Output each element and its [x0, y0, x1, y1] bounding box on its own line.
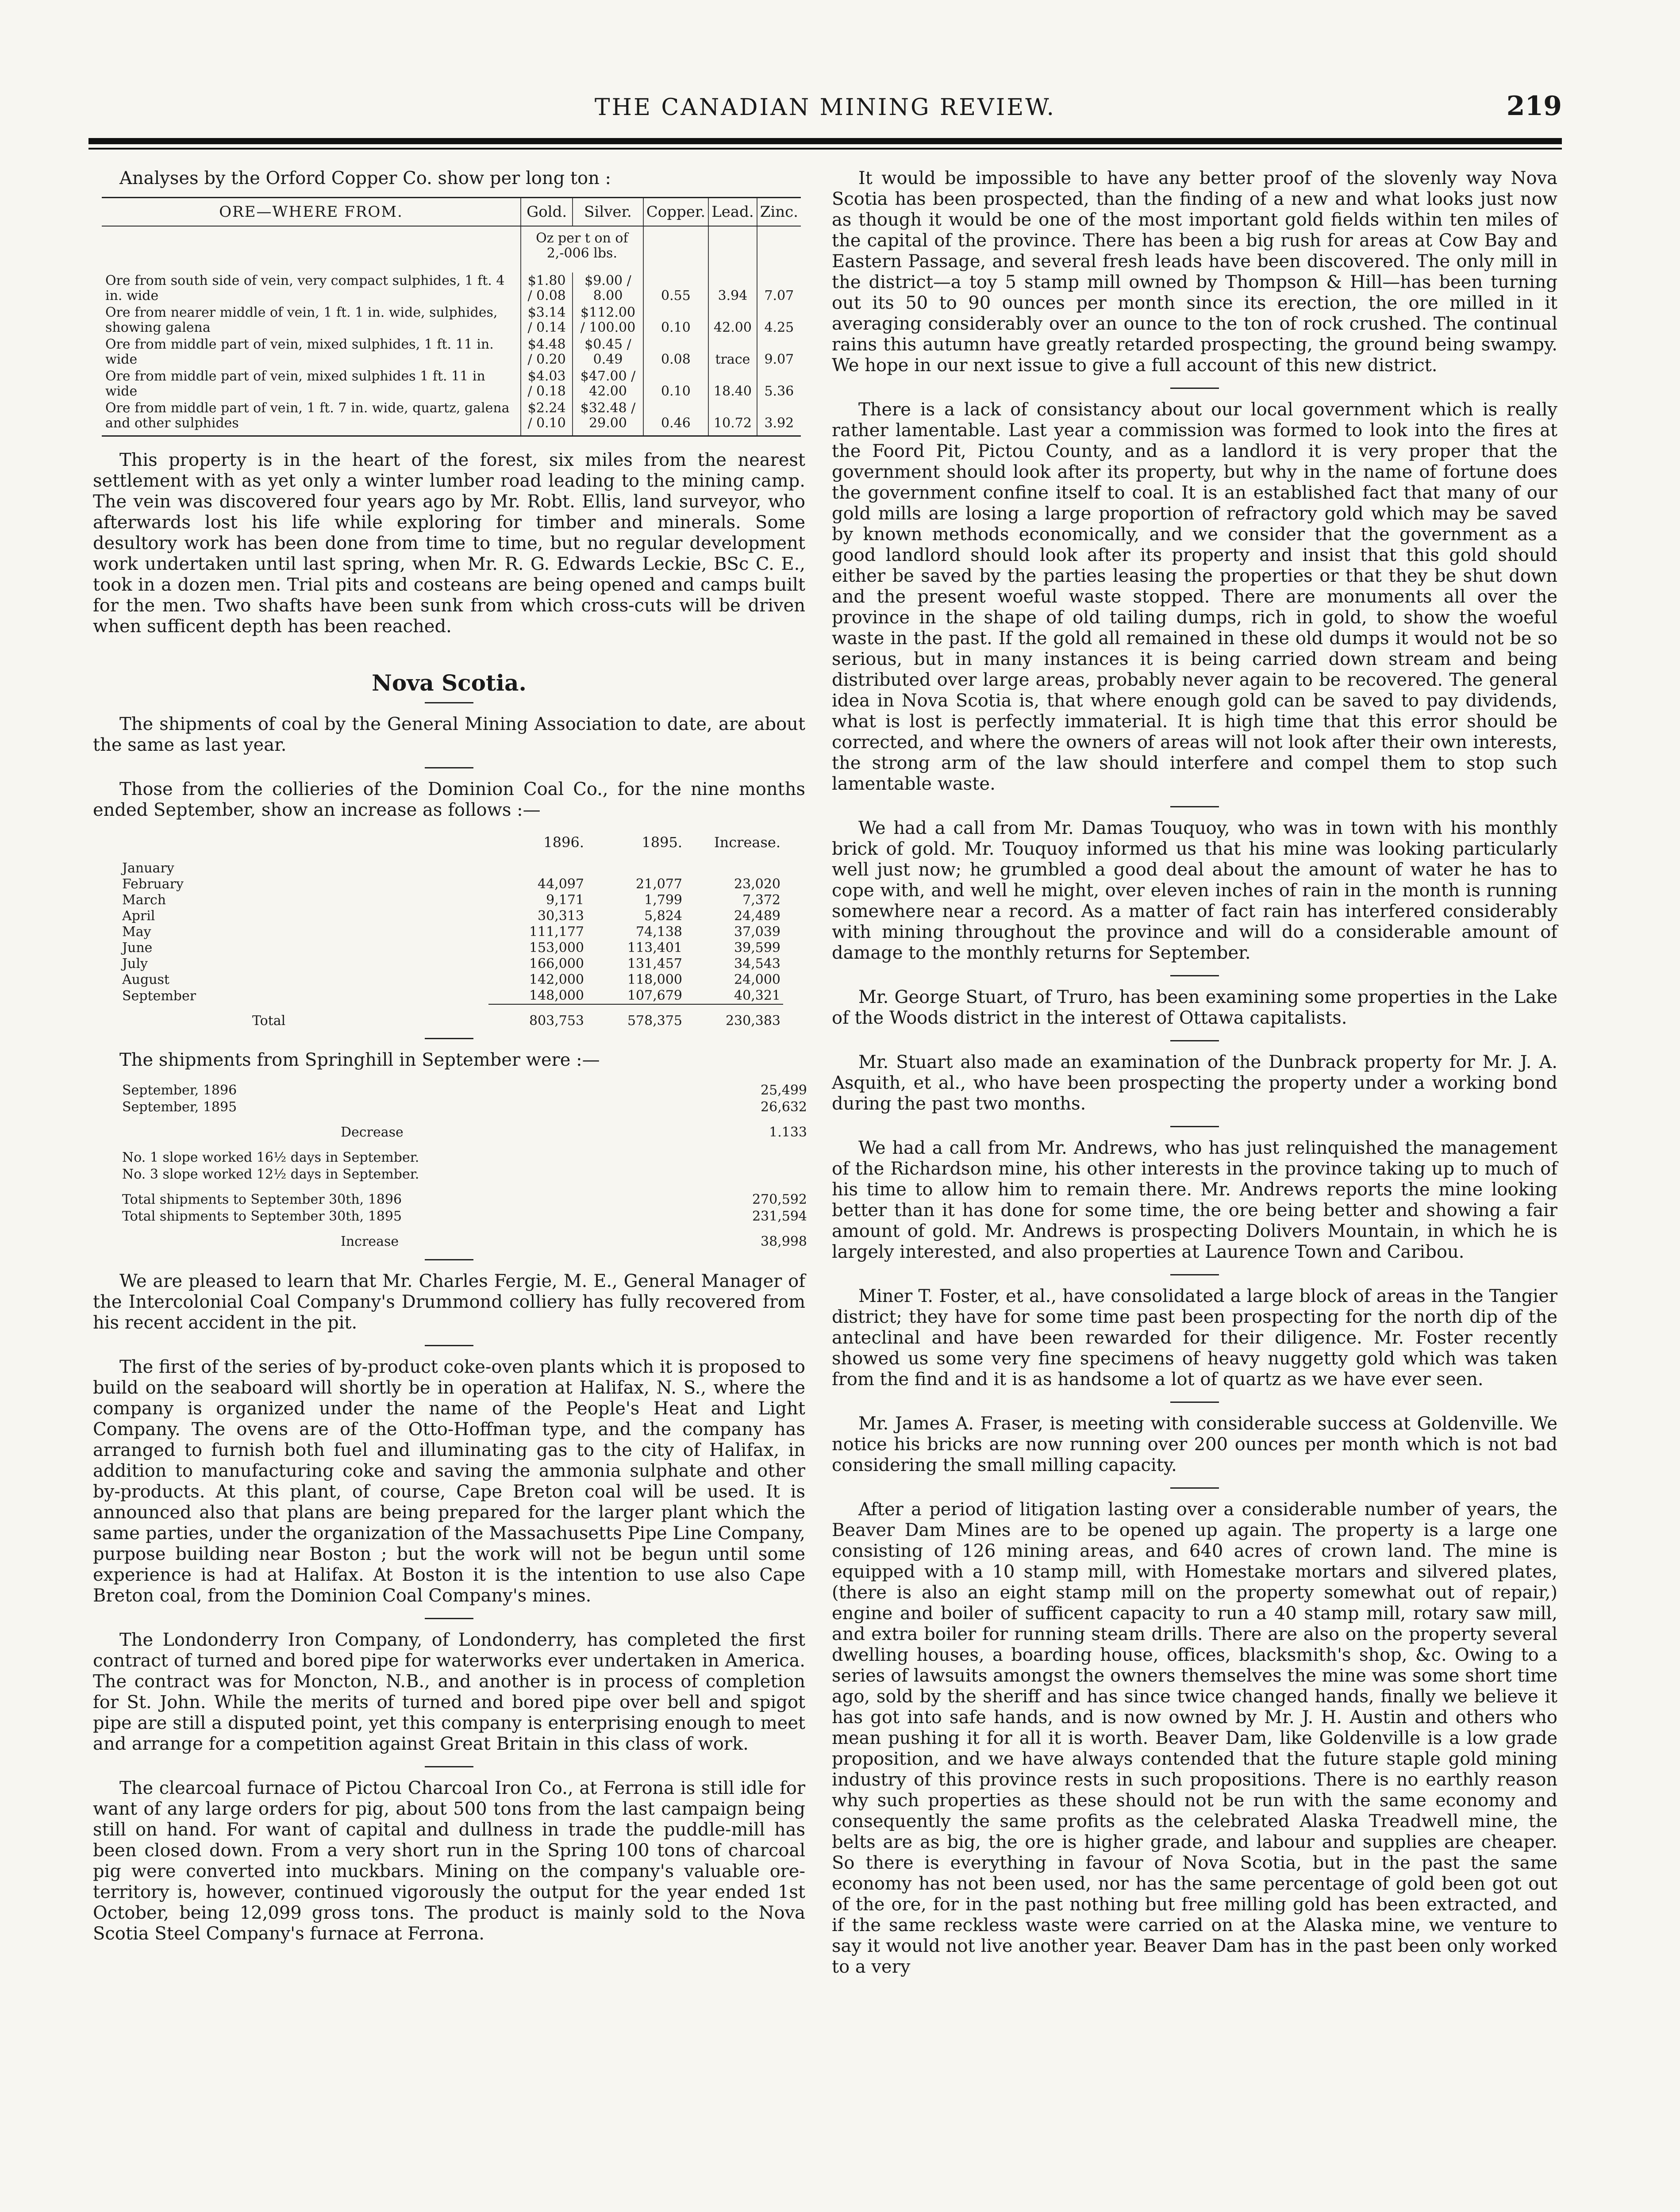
col-header: Lead.	[708, 198, 757, 227]
left-column	[93, 168, 805, 1956]
table-row: August 142,000 118,000 24,000	[122, 972, 780, 987]
table-row: April 30,313 5,824 24,489	[122, 908, 780, 924]
divider	[425, 1766, 473, 1767]
table-row: No. 1 slope worked 16½ days in September.	[122, 1150, 419, 1165]
col-header: Copper.	[643, 198, 708, 227]
paragraph: Mr. Stuart also made an examination of the Dunbrack property for Mr. J. A. Asquith, et al., who have been prospecting the property under a working bond during the past two months.	[832, 1052, 1557, 1114]
table-row: Ore from middle part of vein, mixed sulphides 1 ft. 11 in wide $4.03 / 0.18 $47.00 / 42.00 0.10 18.40 5.36	[102, 368, 801, 400]
col-header: ORE—WHERE FROM.	[102, 198, 521, 227]
table-row: No. 3 slope worked 12½ days in September.	[122, 1167, 419, 1182]
divider	[425, 1618, 473, 1619]
paragraph: The shipments from Springhill in September were :—	[119, 1050, 600, 1070]
divider	[1170, 1040, 1219, 1041]
divider	[1170, 1402, 1219, 1403]
section-title: Nova Scotia.	[372, 670, 527, 696]
divider	[1170, 975, 1219, 976]
table-row: Total shipments to September 30th, 1896 270,592	[122, 1192, 807, 1207]
table-row: March 9,171 1,799 7,372	[122, 892, 780, 908]
divider	[1170, 806, 1219, 807]
table-row: Total shipments to September 30th, 1895 231,594	[122, 1209, 807, 1224]
divider	[1170, 1126, 1219, 1127]
col-header: Zinc.	[757, 198, 801, 227]
table-row: September 148,000 107,679 40,321	[122, 988, 780, 1004]
divider	[425, 1345, 473, 1346]
divider	[1170, 1274, 1219, 1275]
paragraph: The clearcoal furnace of Pictou Charcoal Iron Co., at Ferrona is still idle for want of any large orders for pig, about 500 tons from the last campaign being still on hand. For want of capital and dullness in trade the puddle-mill has been closed down. From a very short run in the Spring 100 tons of charcoal pig were converted into muckbars. Mining on the company's valuable ore-territory is, however, continued vigorously the output for the year ended 1st October, being 12,099 gross tons. The product is mainly sold to the Nova Scotia Steel Company's furnace at Ferrona.	[93, 1778, 805, 1944]
table-row: May 111,177 74,138 37,039	[122, 924, 780, 940]
table-row: Ore from middle part of vein, mixed sulphides, 1 ft. 11 in. wide $4.48 / 0.20 $0.45 / 0.49 0.08 trace 9.07	[102, 336, 801, 368]
paragraph: We had a call from Mr. Andrews, who has just relinquished the management of the Richardson mine, his other interests in the province taking up to much of his time to allow him to remain there. Mr. Andrews reports the mine looking better than it has done for some time, the ore being better and showing a fair amount of gold. Mr. Andrews is prospecting Dolivers Mountain, in which he is largely interested, and also properties at Laurence Town and Caribou.	[832, 1138, 1557, 1262]
divider	[1170, 388, 1219, 389]
right-column	[832, 168, 1557, 1989]
table-row: June 153,000 113,401 39,599	[122, 940, 780, 956]
table-row: September, 1896 25,499	[122, 1083, 807, 1098]
col-header: Silver.	[573, 198, 643, 227]
paragraph: The Londonderry Iron Company, of Londonderry, has completed the first contract of turned and bored pipe for waterworks ever undertaken in America. The contract was for Moncton, N.B., and another is in process of completion for St. John. While the merits of turned and bored pipe over bell and spigot pipe are still a disputed point, yet this company is enterprising enough to meet and arrange for a competition against Great Britain in this class of work.	[93, 1630, 805, 1754]
paragraph: Miner T. Foster, et al., have consolidated a large block of areas in the Tangier district; they have for some time past been prospecting for the north dip of the anteclinal and have been rewarded for their diligence. Mr. Foster recently showed us some very fine specimens of heavy nuggetty gold which was taken from the find and it is as handsome a lot of quartz as we have ever seen.	[832, 1286, 1557, 1390]
paragraph: Those from the collieries of the Dominion Coal Co., for the nine months ended September, show an increase as follows :—	[93, 779, 805, 820]
col-header: 1896.	[543, 834, 584, 851]
table-row: Ore from south side of vein, very compact sulphides, 1 ft. 4 in. wide $1.80 / 0.08 $9.00 / 8.00 0.55 3.94 7.07	[102, 273, 801, 304]
paragraph: The shipments of coal by the General Mining Association to date, are about the same as last year.	[93, 714, 805, 755]
paragraph: The first of the series of by-product coke-oven plants which it is proposed to build on the seaboard will shortly be in operation at Halifax, N. S., where the company is organized under the name of the People's Heat and Light Company. The ovens are of the Otto-Hoffman type, and the company has arranged to furnish both fuel and illuminating gas to the city of Halifax, in addition to manufacturing coke and saving the ammonia sulphate and other by-products. At this plant, of course, Cape Breton coal will be used. It is announced also that plans are being prepared for the larger plant which the same parties, under the organization of the Massachusetts Pipe Line Company, purpose building near Boston ; but the work will not be begun until some experience is had at Halifax. At Boston it is the intention to use also Cape Breton coal, from the Dominion Coal Company's mines.	[93, 1357, 805, 1606]
orford-analysis-table	[102, 197, 801, 437]
table-row: Ore from middle part of vein, 1 ft. 7 in. wide, quartz, galena and other sulphides $2.24 / 0.10 $32.48 / 29.00 0.46 10.72 3.92	[102, 400, 801, 436]
table-row: September, 1895 26,632	[122, 1099, 807, 1115]
orford-caption: Analyses by the Orford Copper Co. show per long ton :	[119, 168, 611, 188]
total-row: Total 803,753 578,375 230,383	[119, 1004, 783, 1029]
divider	[1170, 1487, 1219, 1489]
paragraph: Mr. James A. Fraser, is meeting with considerable success at Goldenville. We notice his bricks are now running over 200 ounces per month which is not bad considering the small milling capacity.	[832, 1413, 1557, 1475]
unit-note: Oz per t on of 2,-006 lbs.	[521, 226, 643, 273]
paragraph: This property is in the heart of the forest, six miles from the nearest settlement with as yet only a winter lumber road leading to the mining camp. The vein was discovered four years ago by Mr. Robt. Ellis, land surveyor, who afterwards lost his life while exploring for timber and minerals. Some desultory work has been done from time to time, but no regular development work undertaken until last spring, when Mr. R. G. Edwards Leckie, BSc C. E., took in a dozen men. Trial pits and costeans are being opened and camps built for the men. Two shafts have been sunk from which cross-cuts will be driven when sufficent depth has been reached.	[93, 450, 805, 637]
table-row: February 44,097 21,077 23,020	[122, 876, 780, 892]
col-header: Increase.	[714, 834, 780, 851]
table-row: Decrease 1.133	[341, 1125, 807, 1140]
paragraph: We had a call from Mr. Damas Touquoy, who was in town with his monthly brick of gold. Mr. Touquoy informed us that his mine was looking particularly well just now; he grumbled a good deal about the amount of water he has to cope with, and well he might, over eleven inches of rain in the month is running somewhere near a record. As a matter of fact rain has interfered considerably with mining throughout the province and will do a considerable amount of damage to the monthly returns for September.	[832, 818, 1557, 963]
page-header	[88, 91, 1562, 126]
paragraph: We are pleased to learn that Mr. Charles Fergie, M. E., General Manager of the Intercolonial Coal Company's Drummond colliery has fully recovered from his recent accident in the pit.	[93, 1271, 805, 1333]
header-rule-thick	[88, 138, 1562, 144]
paragraph: After a period of litigation lasting over a considerable number of years, the Beaver Dam Mines are to be opened up again. The property is a large one consisting of 126 mining areas, and 640 acres of crown land. The mine is equipped with a 10 stamp mill, with Homestake mortars and silvered plates, (there is also an eight stamp mill on the property somewhat out of repair,) engine and boiler of sufficent capacity to run a 40 stamp mill, rotary saw mill, and extra boiler for running steam drills. There are also on the property several dwelling houses, a boarding house, offices, blacksmith's shop, &c. Owing to a series of lawsuits amongst the owners themselves the mine was some short time ago, sold by the sheriff and has since twice changed hands, finally we believe it has got into safe hands, and is now owned by Mr. J. H. Austin and others who mean pushing it for all it is worth. Beaver Dam, like Goldenville is a low grade proposition, and we have always contended that the future staple gold mining industry of this province rests in such propositions. There is no earthly reason why such properties as these should not be run with the same economy and consequently the same profits as the celebrated Alaska Treadwell mine, the belts are as big, the ore is higher grade, and labour and supplies are cheaper. So there is everything in favour of Nova Scotia, but in the past the same economy has not been used, nor has the same percentage of gold been got out of the ore, for in the past nothing but free milling gold has been extracted, and if the same reckless waste were carried on at the Alaska mine, we venture to say it would not live another year. Beaver Dam has in the past been only worked to a very	[832, 1499, 1557, 1977]
header-rule-thin	[88, 148, 1562, 150]
paragraph: There is a lack of consistancy about our local government which is really rather lamentable. Last year a commission was formed to look into the fires at the Foord Pit, Pictou County, and as a landlord it is very proper that the government should look after its property, but why in the name of fortune does the government confine itself to coal. It is an established fact that many of our gold mills are losing a large proportion of refractory gold which may be saved by known methods economically, and we consider that the government as a good landlord should look after its property and insist that this gold should either be saved by the parties leasing the properties or that they be shut down and the present woeful waste stopped. There are monuments all over the province in the shape of old tailing dumps, rich in gold, to show the woeful waste in the past. If the gold all remained in these old dumps it would not be so serious, but in many instances it is being carried down stream and being distributed over large areas, probably never again to be recovered. The general idea in Nova Scotia is, that where enough gold can be saved to pay dividends, what is lost is perfectly immaterial. It is high time that this error should be corrected, and where the owners of areas will not look after their own interests, the strong arm of the law should interfere and compel them to stop such lamentable waste.	[832, 399, 1557, 794]
divider	[425, 1259, 473, 1260]
table-row: January	[122, 860, 174, 876]
springhill-table	[119, 1082, 810, 1250]
running-title: THE CANADIAN MINING REVIEW.	[594, 94, 1056, 121]
col-header: 1895.	[642, 834, 682, 851]
table-row: July 166,000 131,457 34,543	[122, 956, 780, 972]
page-number: 219	[1506, 91, 1562, 122]
paragraph: Mr. George Stuart, of Truro, has been examining some properties in the Lake of the Woods district in the interest of Ottawa capitalists.	[832, 987, 1557, 1028]
divider	[425, 767, 473, 768]
divider	[425, 702, 473, 703]
col-header: Gold.	[521, 198, 573, 227]
divider	[425, 1038, 473, 1039]
table-row: Increase 38,998	[341, 1234, 807, 1249]
paragraph: It would be impossible to have any better proof of the slovenly way Nova Scotia has been prospected, than the finding of a new and what looks just now as though it would be one of the most important gold fields within ten miles of the capital of the province. There has been a big rush for areas at Cow Bay and Eastern Passage, and several fresh leads have been discovered. The only mill in the district—a toy 5 stamp mill owned by Thompson & Hill—has been turning out its 50 to 90 ounces per month since its erection, the ore milled in it averaging considerably over an ounce to the ton of rock crushed. The continual rains this autumn have greatly retarded prospecting, the ground being swampy. We hope in our next issue to give a full account of this new district.	[832, 168, 1557, 376]
table-row: Ore from nearer middle of vein, 1 ft. 1 in. wide, sulphides, showing galena $3.14 / 0.14 $112.00 / 100.00 0.10 42.00 4.25	[102, 304, 801, 336]
coal-shipments-table	[119, 832, 783, 1029]
